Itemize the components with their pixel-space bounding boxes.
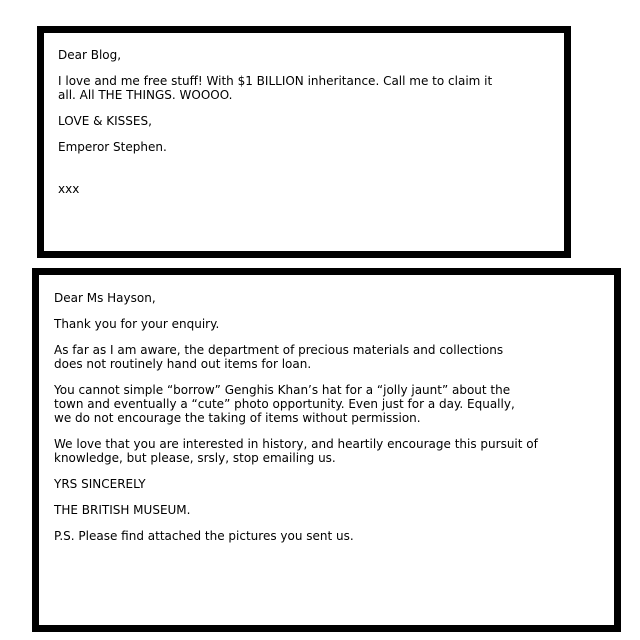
letter-2-signature: THE BRITISH MUSEUM. xyxy=(54,503,191,517)
letter-1-body-line: all. All THE THINGS. WOOOO. xyxy=(58,88,233,102)
letter-1-greeting-block xyxy=(58,48,564,62)
letter-1-greeting: Dear Blog, xyxy=(58,48,122,62)
letter-1-closing-block xyxy=(58,114,564,128)
letter-1-signature-block xyxy=(58,140,564,154)
letter-1-kisses-block xyxy=(58,182,564,196)
letter-2-body-line: We love that you are interested in history, and heartily encourage this pursuit of xyxy=(54,437,538,451)
letter-card-1 xyxy=(37,26,571,258)
letter-2-paragraph-2 xyxy=(54,383,614,425)
letter-2-body-line: You cannot simple “borrow” Genghis Khan’s hat for a “jolly jaunt” about the xyxy=(54,383,511,397)
letter-2-body-line: we do not encourage the taking of items without permission. xyxy=(54,411,421,425)
letter-2-closing: YRS SINCERELY xyxy=(54,477,146,491)
letter-1-kisses: xxx xyxy=(58,182,80,196)
letter-2-postscript-block xyxy=(54,529,614,543)
letter-2-thanks-block xyxy=(54,317,614,331)
letter-1-signature: Emperor Stephen. xyxy=(58,140,167,154)
letter-2-body-line: knowledge, but please, srsly, stop emailing us. xyxy=(54,451,336,465)
letter-2-postscript: P.S. Please find attached the pictures you sent us. xyxy=(54,529,354,543)
letter-card-2 xyxy=(32,268,621,632)
letter-1-closing: LOVE & KISSES, xyxy=(58,114,152,128)
letter-2-thanks: Thank you for your enquiry. xyxy=(54,317,220,331)
letter-2-body-line: As far as I am aware, the department of precious materials and collections xyxy=(54,343,504,357)
letter-2-signature-block xyxy=(54,503,614,517)
letter-2-body-line: does not routinely hand out items for loan. xyxy=(54,357,312,371)
letter-2-paragraph-1 xyxy=(54,343,614,371)
letter-2-closing-block xyxy=(54,477,614,491)
letter-2-paragraph-3 xyxy=(54,437,614,465)
letter-1-body xyxy=(58,74,564,102)
letter-1-body-line: I love and me free stuff! With $1 BILLION inheritance. Call me to claim it xyxy=(58,74,493,88)
letter-2-greeting: Dear Ms Hayson, xyxy=(54,291,156,305)
letter-2-body-line: town and eventually a “cute” photo opportunity. Even just for a day. Equally, xyxy=(54,397,515,411)
letter-2-greeting-block xyxy=(54,291,614,305)
